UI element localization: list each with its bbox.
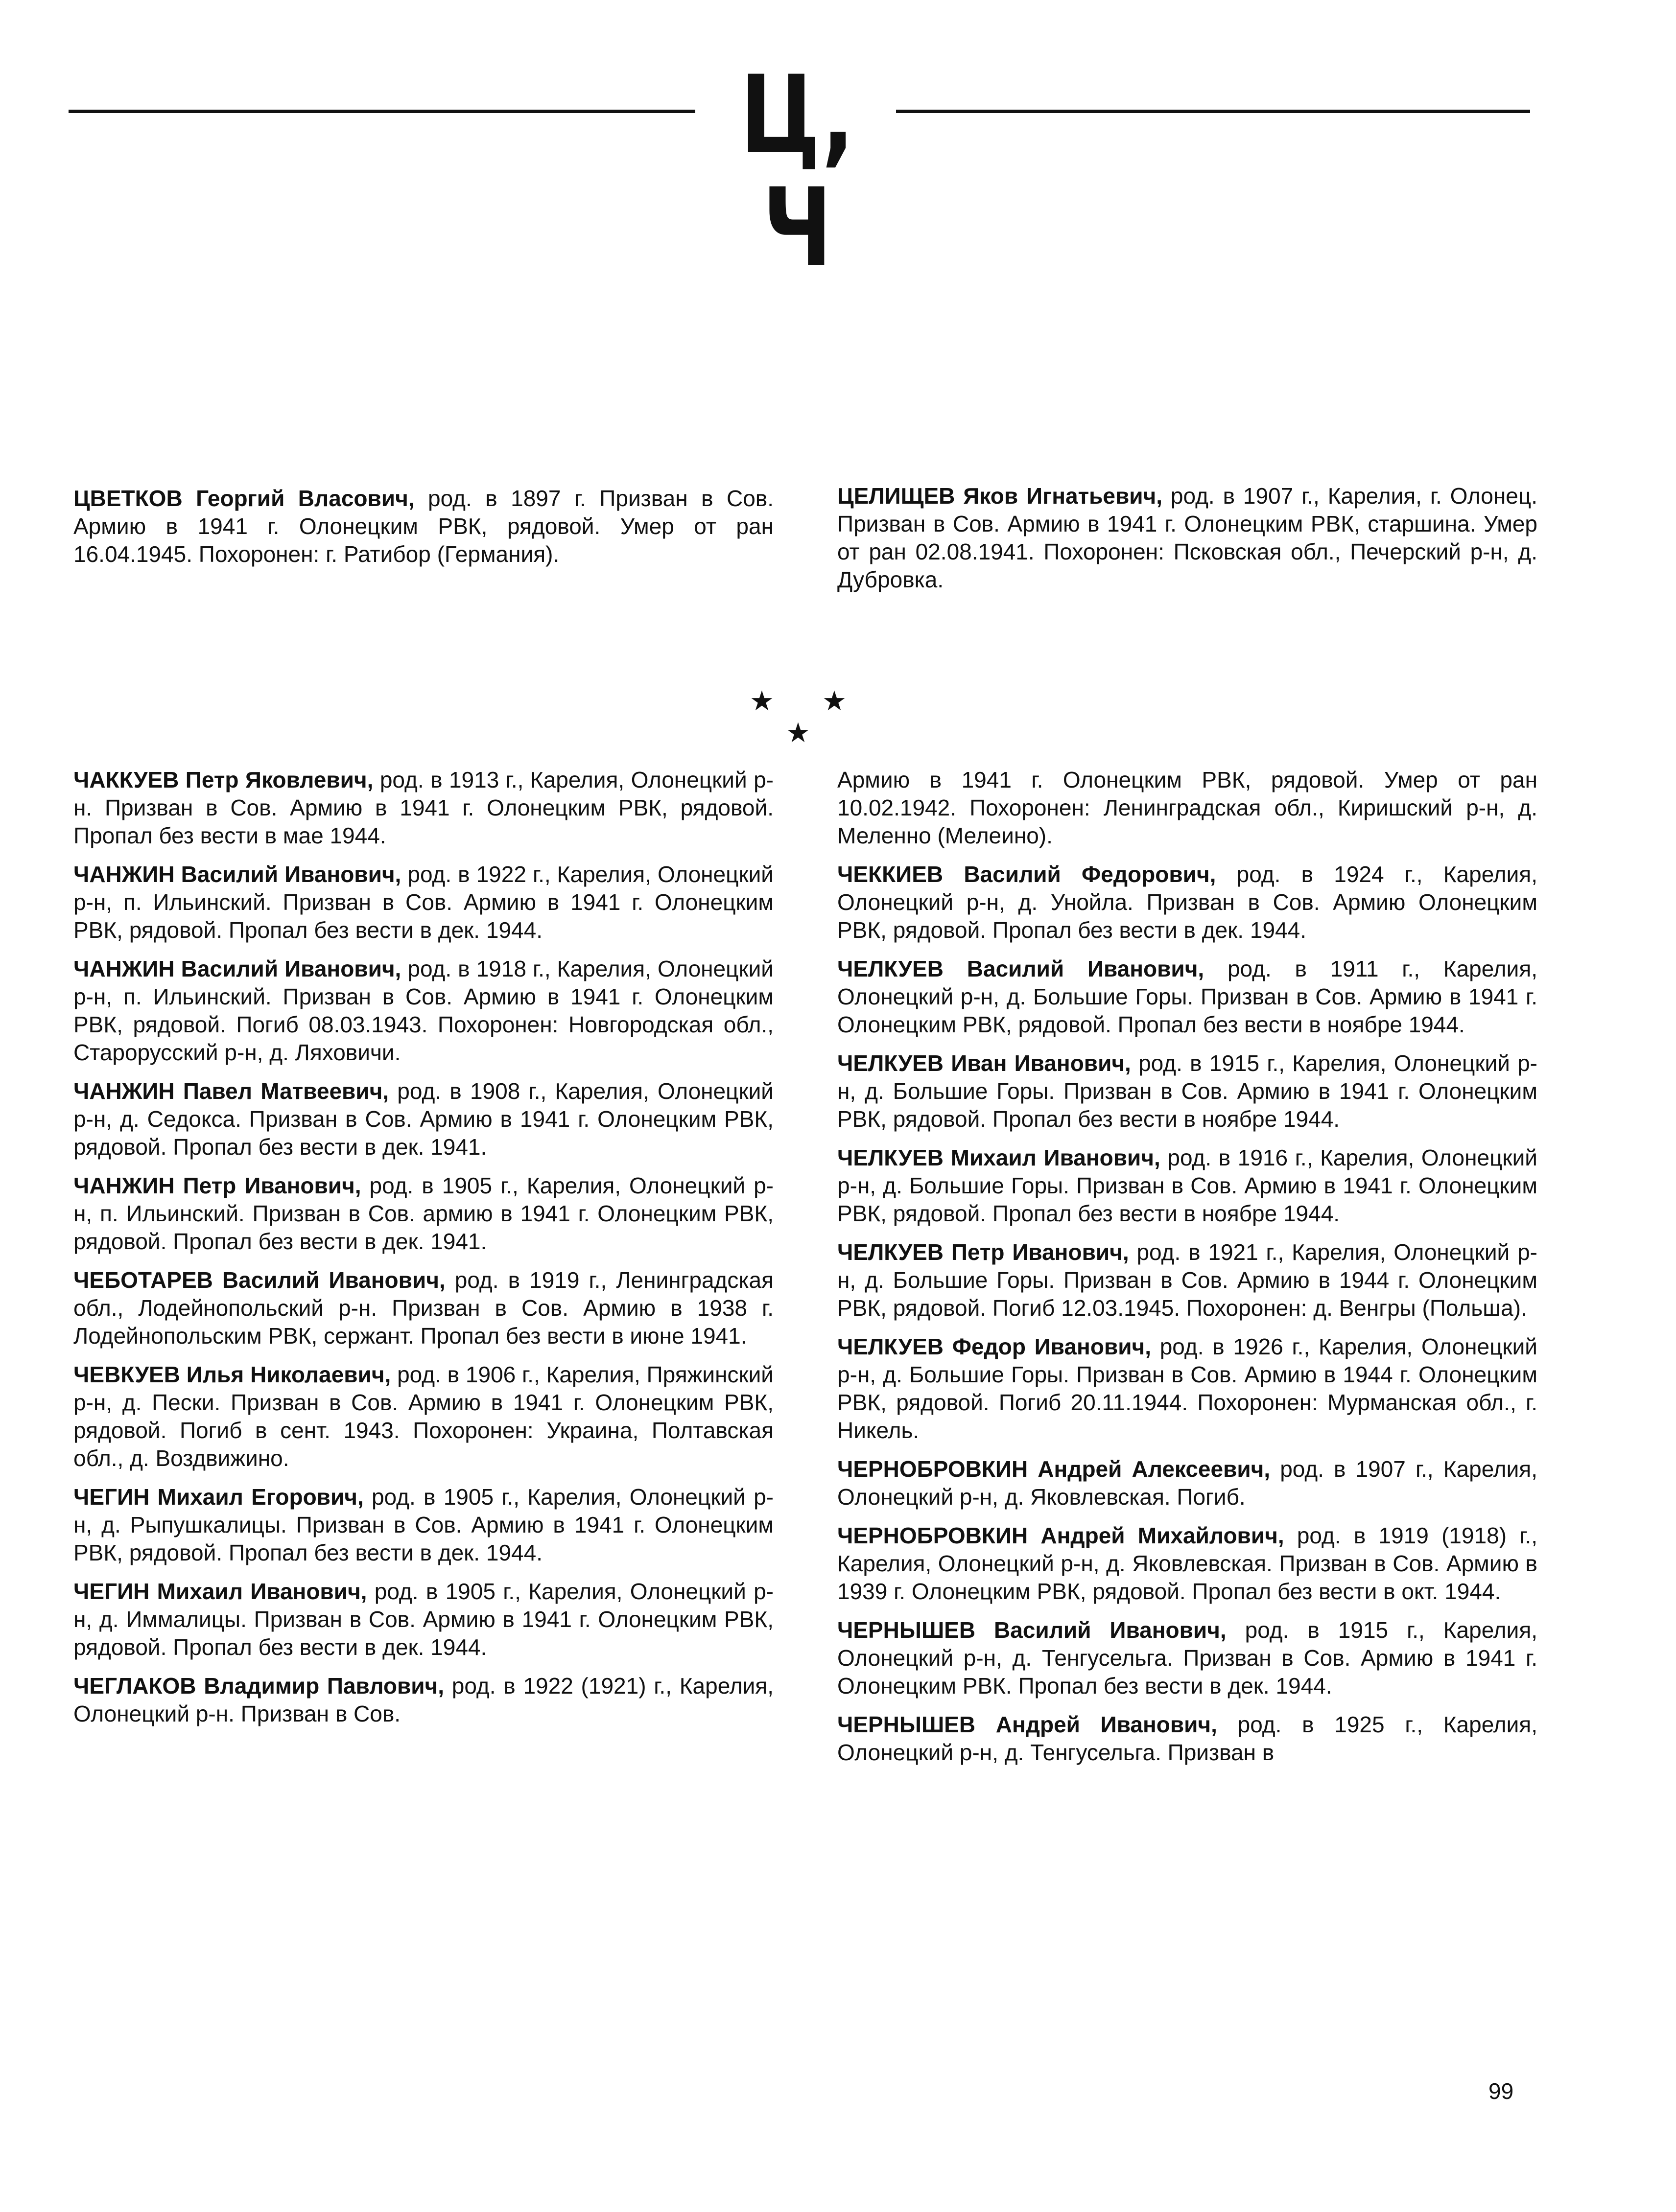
entry-text: род. в 1911 г., Карелия, Олонецкий р-н, д. Большие Горы. Призван в Сов. Армию в 1941 г. Олонецким РВК, рядовой. Пропал без вести в ноябре 1944. (837, 956, 1538, 1037)
entry-name: ЧЕРНОБРОВКИН Андрей Алексеевич, (837, 1456, 1271, 1482)
entry-text: род. в 1919 г., Ленинградская обл., Лодейнопольский р-н. Призван в Сов. Армию в 1938 г. Лодейнопольским РВК, сержант. Пропал без вести в июне 1941. (73, 1267, 774, 1349)
header-rule-left (69, 110, 695, 113)
entry-name: ЦВЕТКОВ Георгий Власович, (73, 486, 415, 511)
entry-name: ЦЕЛИЩЕВ Яков Игнатьевич, (837, 483, 1163, 509)
entry (837, 482, 1537, 594)
entry-text: род. в 1897 г. Призван в Сов. Армию в 1941 г. Олонецким РВК, рядовой. Умер от ран 16.04.1945. Похоронен: г. Ратибор (Германия). (73, 486, 774, 567)
entry-text: род. в 1925 г., Карелия, Олонецкий р-н, д. Тенгусельга. Призван в (837, 1712, 1537, 1765)
entry-text: род. в 1906 г., Карелия, Пряжинский р-н, д. Пески. Призван в Сов. Армию в 1941 г. Олонецким РВК, рядовой. Погиб в сент. 1943. Похоронен: Украина, Полтавская обл., д. Воздвижино. (73, 1362, 774, 1471)
entry-text: род. в 1918 г., Карелия, Олонецкий р-н, п. Ильинский. Призван в Сов. Армию в 1941 г. Олонецким РВК, рядовой. Погиб 08.03.1943. Похоронен: Новгородская обл., Старорусский р-н, д. Ляховичи. (73, 956, 774, 1065)
entry-name: ЧАККУЕВ Петр Яковлевич, (73, 767, 374, 792)
entry-name: ЧЕЛКУЕВ Михаил Иванович, (837, 1145, 1160, 1170)
entry (73, 1578, 774, 1661)
entry-name: ЧЕРНЫШЕВ Андрей Иванович, (837, 1712, 1217, 1737)
entry (73, 1483, 774, 1567)
entry-text: Армию в 1941 г. Олонецким РВК, рядовой. Умер от ран 10.02.1942. Похоронен: Ленинградская обл., Киришский р-н, д. Меленно (Мелеино). (837, 767, 1537, 848)
entry-text: род. в 1926 г., Карелия, Олонецкий р-н, д. Большие Горы. Призван в Сов. Армию в 1944 г. Олонецким РВК, рядовой. Погиб 20.11.1944. Похоронен: Мурманская обл., г. Никель. (837, 1334, 1537, 1443)
entry (837, 1049, 1537, 1133)
entry (73, 1077, 774, 1161)
entry (837, 1616, 1537, 1700)
page-number: 99 (1488, 2078, 1514, 2104)
entry (73, 766, 774, 850)
entry-text: род. в 1922 г., Карелия, Олонецкий р-н, п. Ильинский. Призван в Сов. Армию в 1941 г. Олонецким РВК, рядовой. Пропал без вести в дек. 1944. (73, 862, 774, 943)
entry (73, 485, 774, 568)
entry-name: ЧЕРНЫШЕВ Василий Иванович, (837, 1617, 1227, 1643)
entry-name: ЧЕГЛАКОВ Владимир Павлович, (73, 1673, 444, 1699)
entry-name: ЧАНЖИН Павел Матвеевич, (73, 1078, 389, 1104)
entry-text: род. в 1905 г., Карелия, Олонецкий р-н, п. Ильинский. Призван в Сов. армию в 1941 г. Олонецким РВК, рядовой. Пропал без вести в дек. 1941. (73, 1173, 774, 1254)
entry-text: род. в 1913 г., Карелия, Олонецкий р-н. Призван в Сов. Армию в 1941 г. Олонецким РВК, рядовой. Пропал без вести в мае 1944. (73, 767, 774, 848)
entry (73, 1672, 774, 1728)
entry-text: род. в 1916 г., Карелия, Олонецкий р-н, д. Большие Горы. Призван в Сов. Армию в 1941 г. Олонецким РВК, рядовой. Пропал без вести в ноябре 1944. (837, 1145, 1537, 1226)
entry-name: ЧЕГИН Михаил Иванович, (73, 1579, 367, 1604)
entry-name: ЧЕРНОБРОВКИН Андрей Михайлович, (837, 1523, 1284, 1548)
entry (837, 861, 1537, 944)
entry (73, 1266, 774, 1350)
entry-name: ЧЕЛКУЕВ Иван Иванович, (837, 1050, 1131, 1076)
entry (837, 1522, 1537, 1606)
entry-name: ЧАНЖИН Василий Иванович, (73, 862, 401, 887)
entry-text: род. в 1921 г., Карелия, Олонецкий р-н, д. Большие Горы. Призван в Сов. Армию в 1944 г. Олонецким РВК, рядовой. Погиб 12.03.1945. Похоронен: д. Венгры (Польша). (837, 1239, 1537, 1321)
entry (837, 1455, 1537, 1511)
entry-name: ЧЕГИН Михаил Егорович, (73, 1484, 364, 1510)
entry (73, 861, 774, 944)
entry-text: род. в 1919 (1918) г., Карелия, Олонецкий р-н, д. Яковлевская. Призван в Сов. Армию в 1939 г. Олонецким РВК, рядовой. Пропал без вести в окт. 1944. (837, 1523, 1538, 1604)
section-letters: Ц, Ч (740, 52, 856, 290)
entry (837, 1238, 1537, 1322)
entry (837, 1711, 1537, 1767)
entry-text: род. в 1905 г., Карелия, Олонецкий р-н, д. Иммалицы. Призван в Сов. Армию в 1941 г. Олонецким РВК, рядовой. Пропал без вести в дек. 1944. (73, 1579, 774, 1660)
entry-text: род. в 1915 г., Карелия, Олонецкий р-н, д. Большие Горы. Призван в Сов. Армию в 1941 г. Олонецким РВК, рядовой. Пропал без вести в ноябре 1944. (837, 1050, 1537, 1132)
entry-name: ЧЕЛКУЕВ Петр Иванович, (837, 1239, 1129, 1265)
entry-text: род. в 1905 г., Карелия, Олонецкий р-н, д. Рыпушкалицы. Призван в Сов. Армию в 1941 г. Олонецким РВК, рядовой. Пропал без вести в дек. 1944. (73, 1484, 774, 1565)
entry-name: ЧЕЛКУЕВ Федор Иванович, (837, 1334, 1151, 1359)
top-left-column (73, 485, 774, 579)
entry-text: род. в 1922 (1921) г., Карелия, Олонецкий р-н. Призван в Сов. (73, 1673, 774, 1726)
entry (837, 955, 1537, 1039)
entry-text: род. в 1915 г., Карелия, Олонецкий р-н, д. Тенгусельга. Призван в Сов. Армию в 1941 г. Олонецким РВК. Пропал без вести в дек. 1944. (837, 1617, 1538, 1699)
top-right-column (837, 482, 1537, 605)
entry-name: ЧАНЖИН Василий Иванович, (73, 956, 401, 981)
entry-text: род. в 1907 г., Карелия, г. Олонец. Призван в Сов. Армию в 1941 г. Олонецким РВК, старшина. Умер от ран 02.08.1941. Похоронен: Псковская обл., Печерский р-н, д. Дубровка. (837, 483, 1537, 592)
header-rule-right (896, 110, 1530, 113)
section-header (69, 52, 1530, 290)
entry (73, 1172, 774, 1256)
entry (837, 1333, 1537, 1444)
entry-name: ЧЕЛКУЕВ Василий Иванович, (837, 956, 1204, 981)
entry-text: род. в 1907 г., Карелия, Олонецкий р-н, д. Яковлевская. Погиб. (837, 1456, 1538, 1510)
entry (837, 766, 1537, 850)
entry (73, 955, 774, 1067)
entry (837, 1144, 1537, 1228)
entry (73, 1361, 774, 1472)
section-separator: ★ ★ ★ (749, 685, 867, 749)
right-column (837, 766, 1537, 1777)
left-column (73, 766, 774, 1739)
entry-name: ЧАНЖИН Петр Иванович, (73, 1173, 361, 1198)
entry-text: род. в 1924 г., Карелия, Олонецкий р-н, д. Унойла. Призван в Сов. Армию Олонецким РВК, рядовой. Пропал без вести в дек. 1944. (837, 862, 1537, 943)
entry-text: род. в 1908 г., Карелия, Олонецкий р-н, д. Седокса. Призван в Сов. Армию в 1941 г. Олонецким РВК, рядовой. Пропал без вести в дек. 1941. (73, 1078, 774, 1160)
entry-name: ЧЕККИЕВ Василий Федорович, (837, 862, 1216, 887)
entry-name: ЧЕБОТАРЕВ Василий Иванович, (73, 1267, 446, 1293)
entry-name: ЧЕВКУЕВ Илья Николаевич, (73, 1362, 391, 1387)
